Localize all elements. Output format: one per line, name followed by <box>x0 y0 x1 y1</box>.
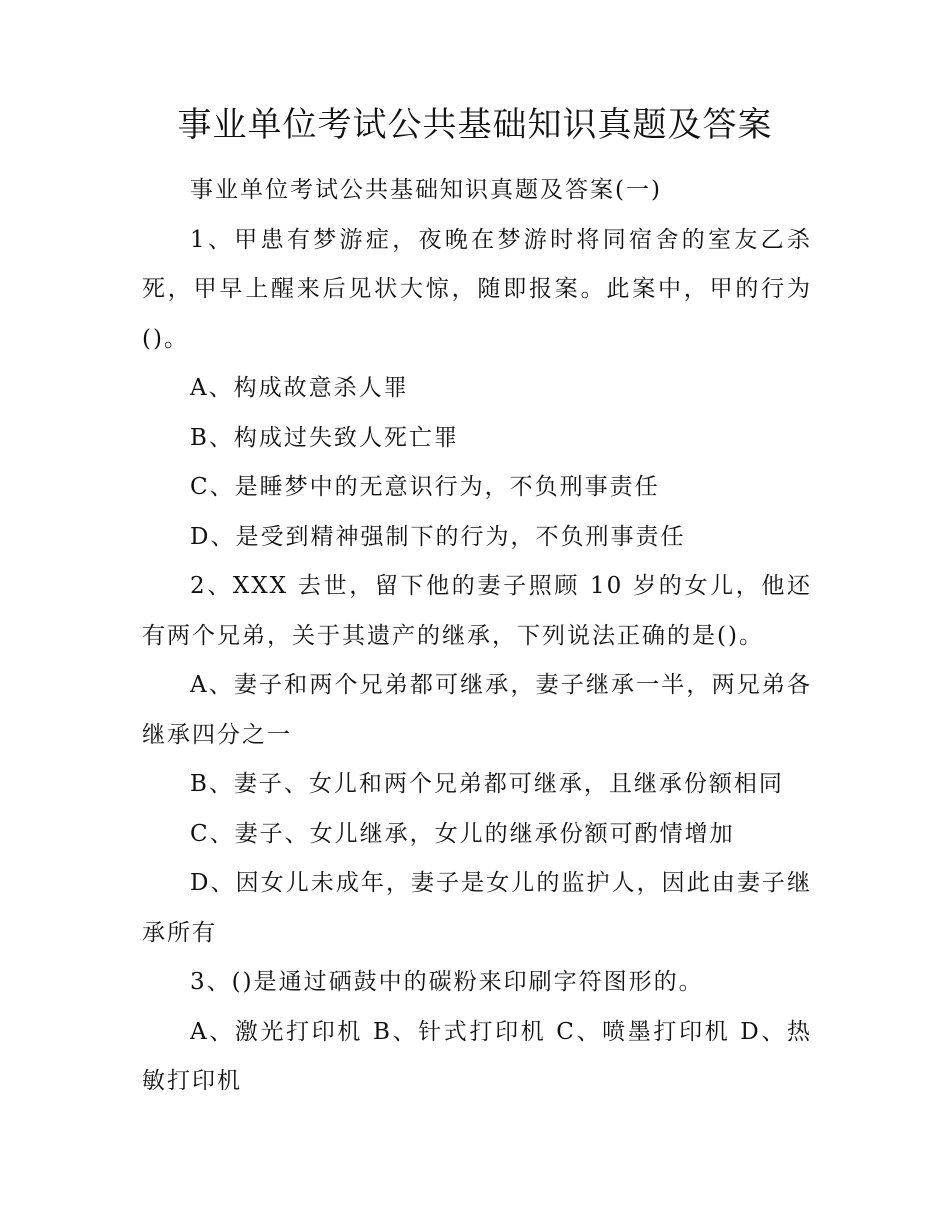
document-title: 事业单位考试公共基础知识真题及答案 <box>177 105 773 145</box>
question-1-text: 1、甲患有梦游症，夜晚在梦游时将同宿舍的室友乙杀死，甲早上醒来后见状大惊，随即报案。此案中，甲的行为()。 <box>142 226 812 352</box>
question-2-text: 2、XXX 去世，留下他的妻子照顾 10 岁的女儿，他还有两个兄弟，关于其遗产的继承，下列说法正确的是()。 <box>142 573 812 649</box>
question-2-option-c: C、妻子、女儿继承，女儿的继承份额可酌情增加 <box>190 820 735 847</box>
question-2-option-d: D、因女儿未成年，妻子是女儿的监护人，因此由妻子继承所有 <box>142 870 812 946</box>
question-3-text: 3、()是通过硒鼓中的碳粉来印刷字符图形的。 <box>190 969 704 995</box>
question-2-option-a: A、妻子和两个兄弟都可继承，妻子继承一半，两兄弟各继承四分之一 <box>142 672 812 748</box>
question-2-option-b: B、妻子、女儿和两个兄弟都可继承，且继承份额相同 <box>190 771 784 797</box>
question-1-option-c: C、是睡梦中的无意识行为，不负刑事责任 <box>190 474 660 500</box>
question-3-options: A、激光打印机 B、针式打印机 C、喷墨打印机 D、热敏打印机 <box>142 1018 812 1094</box>
document-body <box>142 166 812 1107</box>
question-1-option-d: D、是受到精神强制下的行为，不负刑事责任 <box>190 523 686 550</box>
section-heading: 事业单位考试公共基础知识真题及答案(一) <box>190 177 662 203</box>
question-1-option-b: B、构成过失致人死亡罪 <box>190 424 459 451</box>
question-1-option-a: A、构成故意杀人罪 <box>190 375 409 401</box>
